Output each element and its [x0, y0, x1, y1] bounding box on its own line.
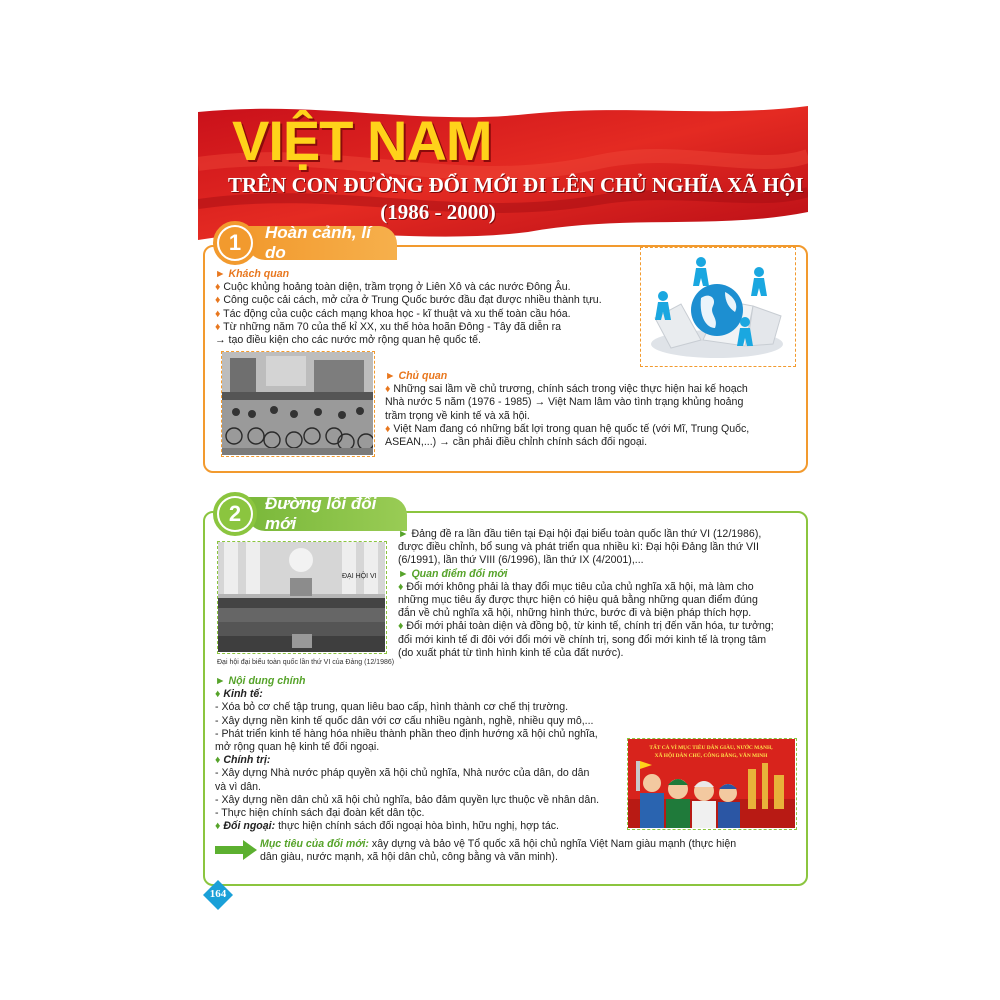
page-number-badge	[203, 880, 233, 910]
congress-sign-text: ĐẠI HỘI VI	[342, 573, 377, 580]
poster-slogan-line1: TẤT CẢ VÌ MỤC TIÊU DÂN GIÀU, NƯỚC MẠNH,	[649, 745, 773, 751]
khach-quan-conclusion: → tạo điều kiện cho các nước mở rộng quan hệ quốc tế.	[215, 334, 481, 347]
section1-number: 1	[219, 227, 251, 259]
list-item: ♦ Việt Nam đang có những bất lợi trong quan hệ quốc tế (với Mĩ, Trung Quốc,	[385, 422, 750, 435]
list-item-continued: đắn về chủ nghĩa xã hội, những hình thức, bước đi và biện pháp thích hợp.	[398, 607, 752, 620]
list-item-continued: và vì dân.	[215, 780, 261, 793]
list-item: ♦ Cuộc khủng hoảng toàn diện, trầm trọng ở Liên Xô và các nước Đông Âu.	[215, 281, 571, 294]
muc-tieu-block	[260, 838, 736, 864]
propaganda-poster-frame	[627, 738, 797, 830]
list-item-text: Đổi mới phải toàn diện và đồng bộ, từ kinh tế, chính trị đến văn hóa, tư tưởng;	[406, 620, 774, 633]
list-item: - Thực hiện chính sách đại đoàn kết dân tộc.	[215, 807, 425, 820]
kinh-te-heading-text: Kinh tế:	[223, 688, 263, 701]
section1-label: Hoàn cảnh, lí do	[247, 226, 397, 260]
duong-loi-block	[398, 528, 774, 660]
chu-quan-block	[385, 370, 749, 449]
section1-number-badge	[213, 221, 257, 265]
congress-photo-caption: Đại hội đại biểu toàn quốc lần thứ VI của Đảng (12/1986)	[217, 659, 395, 666]
poster-slogan-line2: XÃ HỘI DÂN CHỦ, CÔNG BẰNG, VĂN MINH	[654, 753, 768, 759]
list-item: ♦ Công cuộc cải cách, mở cửa ở Trung Quốc bước đầu đạt được nhiều thành tựu.	[215, 294, 602, 307]
page-subtitle	[228, 172, 804, 226]
khach-quan-heading-text: Khách quan	[228, 268, 290, 280]
section2-label: Đường lối đổi mới	[247, 497, 407, 531]
noi-dung-block	[215, 675, 599, 833]
section2-number: 2	[219, 498, 251, 530]
list-item: - Xóa bỏ cơ chế tập trung, quan liêu bao cấp, hình thành cơ chế thị trường.	[215, 701, 569, 714]
subtitle-line: TRÊN CON ĐƯỜNG ĐỔI MỚI ĐI LÊN CHỦ NGHĨA XÃ HỘI	[228, 173, 804, 197]
kinh-te-heading: ♦ Kinh tế:	[215, 688, 263, 701]
khach-quan-heading: ► Khách quan	[215, 268, 290, 280]
list-item-continued: trầm trọng về kinh tế và xã hội.	[385, 409, 530, 422]
muc-tieu-heading: Mục tiêu của đổi mới:	[260, 838, 369, 850]
muc-tieu-line1	[260, 838, 736, 851]
muc-tieu-text: xây dựng và bảo vệ Tổ quốc xã hội chủ nghĩa Việt Nam giàu mạnh (thực hiện	[371, 838, 737, 850]
subtitle-years: (1986 - 2000)	[380, 200, 496, 224]
chu-quan-heading: ► Chủ quan	[385, 370, 448, 382]
section2-heading	[213, 492, 407, 536]
list-item: ♦ Đổi mới phải toàn diện và đồng bộ, từ kinh tế, chính trị đến văn hóa, tư tưởng;	[398, 620, 774, 633]
list-item: - Xây dựng Nhà nước pháp quyền xã hội chủ nghĩa, Nhà nước của dân, do dân	[215, 767, 590, 780]
chu-quan-heading-text: Chủ quan	[398, 370, 448, 382]
page-number: 164	[209, 888, 227, 900]
page-title: VIỆT NAM	[232, 109, 492, 172]
list-item-continued: đổi mới kinh tế đi đôi với đổi mới về chính trị, song đổi mới kinh tế là trọng tâm	[398, 633, 767, 646]
list-item: - Xây dựng nền kinh tế quốc dân với cơ cấu nhiều ngành, nghề, nhiều quy mô,...	[215, 714, 594, 727]
list-item-text: Đổi mới không phải là thay đổi mục tiêu của chủ nghĩa xã hội, mà làm cho	[406, 580, 754, 593]
list-item: ♦ Những sai lầm về chủ trương, chính sách trong việc thực hiện hai kế hoạch	[385, 383, 748, 396]
list-item-continued: (6/1991), lần thứ VIII (6/1996), lần thứ IX (4/2001),...	[398, 554, 644, 567]
section1-heading	[213, 221, 397, 265]
list-item-text: Từ những năm 70 của thế kỉ XX, xu thế hòa hoãn Đông - Tây đã diễn ra	[223, 320, 562, 333]
list-item-text: Những sai lầm về chủ trương, chính sách trong việc thực hiện hai kế hoạch	[393, 383, 748, 396]
khach-quan-block	[215, 268, 602, 347]
list-item-text: Việt Nam đang có những bất lợi trong quan hệ quốc tế (với Mĩ, Trung Quốc,	[393, 422, 750, 435]
list-item-text: Cuộc khủng hoảng toàn diện, trầm trọng ở Liên Xô và các nước Đông Âu.	[223, 281, 571, 294]
list-item: ♦ Đổi mới không phải là thay đổi mục tiêu của chủ nghĩa xã hội, mà làm cho	[398, 580, 754, 593]
propaganda-poster	[628, 739, 795, 828]
list-item: ► Đảng đề ra lần đầu tiên tại Đại hội đại biểu toàn quốc lần thứ VI (12/1986),	[398, 528, 762, 540]
list-item: ♦ Tác động của cuộc cách mạng khoa học - kĩ thuật và xu thế toàn cầu hóa.	[215, 307, 571, 320]
globe-people-illustration	[641, 248, 794, 365]
list-item: - Phát triển kinh tế hàng hóa nhiều thành phần theo định hướng xã hội chủ nghĩa,	[215, 727, 598, 740]
street-bicycles-photo	[222, 352, 373, 455]
noi-dung-heading-text: Nội dung chính	[228, 675, 306, 687]
list-item: - Xây dựng nền dân chủ xã hội chủ nghĩa, bảo đảm quyền lực thuộc về nhân dân.	[215, 793, 600, 806]
globe-image-frame	[640, 247, 796, 367]
list-item-continued: ASEAN,...) → cần phải điều chỉnh chính sách đối ngoại.	[385, 436, 648, 449]
list-item: ♦ Từ những năm 70 của thế kỉ XX, xu thế hòa hoãn Đông - Tây đã diễn ra	[215, 320, 562, 333]
list-item-text: Tác động của cuộc cách mạng khoa học - kĩ thuật và xu thế toàn cầu hóa.	[223, 307, 571, 320]
doi-ngoai-text: thực hiện chính sách đối ngoại hòa bình, hữu nghị, hợp tác.	[278, 820, 559, 833]
quan-diem-heading-text: Quan điểm đổi mới	[411, 567, 508, 580]
chinh-tri-heading: ♦ Chính trị:	[215, 754, 271, 767]
noi-dung-heading: ► Nội dung chính	[215, 675, 306, 687]
section2-number-badge	[213, 492, 257, 536]
party-congress-photo	[218, 542, 385, 652]
list-item-text: Đảng đề ra lần đầu tiên tại Đại hội đại biểu toàn quốc lần thứ VI (12/1986),	[411, 528, 762, 540]
quan-diem-heading: ► Quan điểm đổi mới	[398, 567, 508, 580]
green-arrow-icon	[215, 840, 257, 860]
street-photo-frame	[221, 351, 375, 457]
list-item-continued: những mục tiêu ấy được thực hiện có hiệu quả bằng những quan điểm đúng	[398, 594, 758, 607]
doi-ngoai-line: ♦ Đối ngoại: thực hiện chính sách đối ngoại hòa bình, hữu nghị, hợp tác.	[215, 820, 559, 833]
list-item-text: Công cuộc cải cách, mở cửa ở Trung Quốc bước đầu đạt được nhiều thành tựu.	[223, 294, 602, 307]
congress-photo-frame	[217, 541, 387, 654]
muc-tieu-line2: dân giàu, nước mạnh, xã hội dân chủ, công bằng và văn minh).	[260, 851, 558, 864]
doi-ngoai-heading-text: Đối ngoại:	[223, 820, 276, 833]
chinh-tri-heading-text: Chính trị:	[223, 754, 271, 767]
list-item-continued: mở rộng quan hệ kinh tế đối ngoại.	[215, 741, 380, 754]
list-item-continued: (do xuất phát từ tình hình kinh tế của đất nước).	[398, 646, 624, 659]
list-item-continued: Nhà nước 5 năm (1976 - 1985) → Việt Nam lâm vào tình trạng khủng hoảng	[385, 396, 744, 409]
list-item-continued: được điều chỉnh, bổ sung và phát triển qua nhiều kì: Đại hội Đảng lần thứ VII	[398, 541, 759, 554]
